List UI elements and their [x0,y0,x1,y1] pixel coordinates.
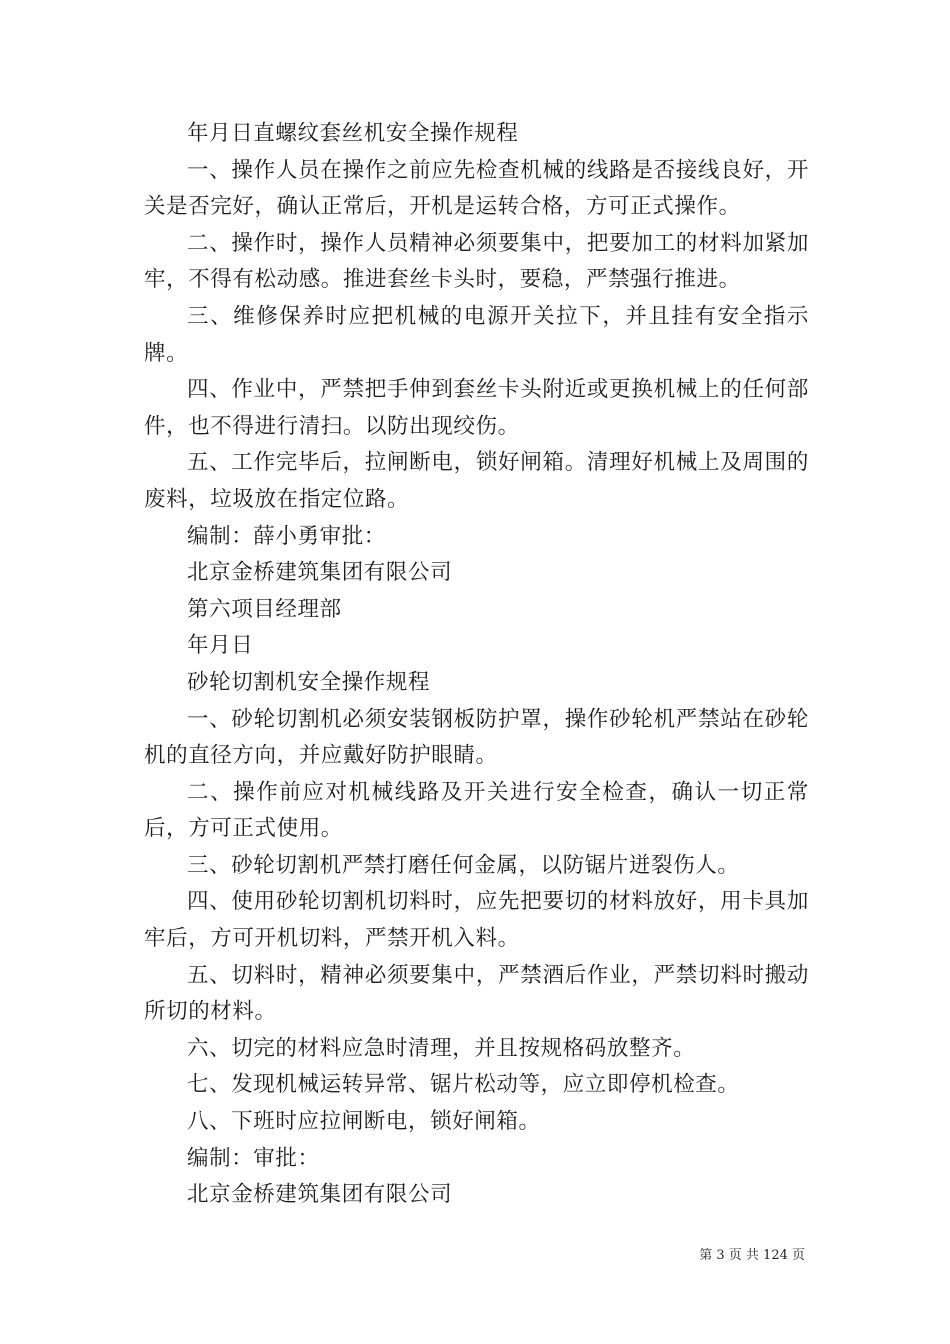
compiler-approver-line: 编制：审批： [187,1145,320,1171]
compiler-approver-line: 编制：薛小勇审批： [187,523,386,549]
paragraph: 一、操作人员在操作之前应先检查机械的线路是否接线良好，开关是否完好，确认正常后，开机是运转合格，方可正式操作。 [144,157,809,220]
paragraph: 五、切料时，精神必须要集中，严禁酒后作业，严禁切料时搬动所切的材料。 [144,962,809,1025]
paragraph: 四、使用砂轮切割机切料时，应先把要切的材料放好，用卡具加牢后，方可开机切料，严禁开机入料。 [144,889,809,952]
page-footer [0,1248,805,1264]
paragraph: 八、下班时应拉闸断电，锁好闸箱。 [187,1109,541,1135]
paragraph: 五、工作完毕后，拉闸断电，锁好闸箱。清理好机械上及周围的废料，垃圾放在指定位路。 [144,450,809,512]
paragraph: 二、操作时，操作人员精神必须要集中，把要加工的材料加紧加牢，不得有松动感。推进套丝卡头时，要稳，严禁强行推进。 [144,230,809,293]
company-name: 北京金桥建筑集团有限公司 [187,560,453,586]
paragraph: 七、发现机械运转异常、锯片松动等，应立即停机检查。 [187,1072,740,1098]
document-body [144,116,809,1214]
paragraph: 三、维修保养时应把机械的电源开关拉下，并且挂有安全指示牌。 [144,303,809,366]
page-number: 第 3 页 共 124 页 [699,1248,805,1263]
paragraph: 一、砂轮切割机必须安装钢板防护罩，操作砂轮机严禁站在砂轮机的直径方向，并应戴好防护眼睛。 [144,706,809,769]
section-title-threading-machine: 年月日直螺纹套丝机安全操作规程 [187,121,519,146]
paragraph: 三、砂轮切割机严禁打磨任何金属，以防锯片迸裂伤人。 [187,852,740,878]
paragraph: 六、切完的材料应急时清理，并且按规格码放整齐。 [187,1035,696,1061]
department-name: 第六项目经理部 [187,596,342,622]
paragraph: 二、操作前应对机械线路及开关进行安全检查，确认一切正常后，方可正式使用。 [144,779,809,842]
company-name: 北京金桥建筑集团有限公司 [187,1182,453,1208]
section-title-cutting-machine: 砂轮切割机安全操作规程 [187,669,431,695]
date-line: 年月日 [187,633,254,659]
paragraph: 四、作业中，严禁把手伸到套丝卡头附近或更换机械上的任何部件，也不得进行清扫。以防出现绞伤。 [144,377,809,439]
